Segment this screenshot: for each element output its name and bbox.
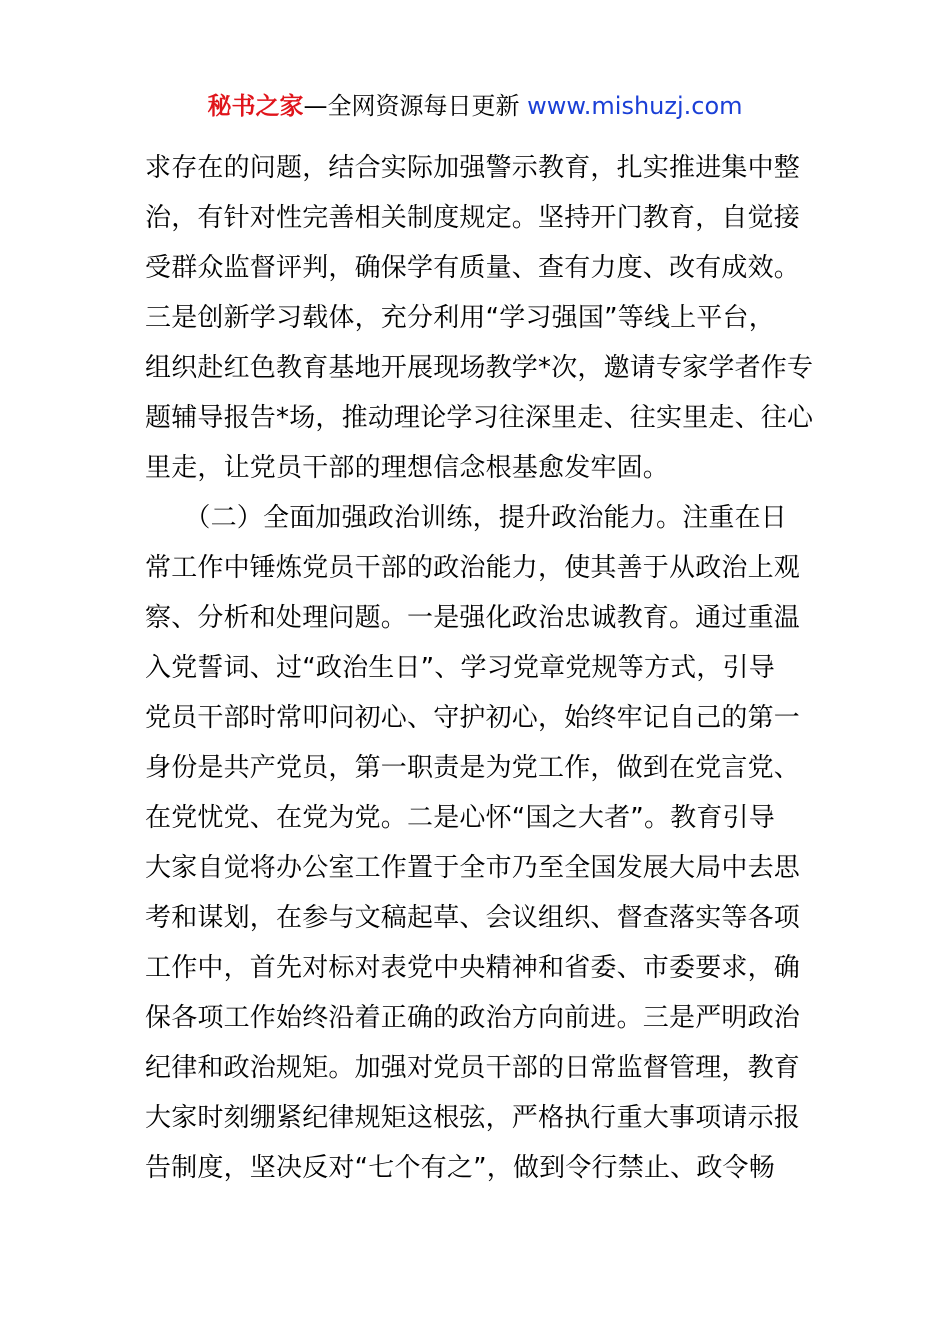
text-line: 身份是共产党员，第一职责是为党工作，做到在党言党、 — [145, 753, 801, 783]
website-link[interactable]: www.mishuzj.com — [527, 92, 743, 120]
page-header — [0, 88, 950, 124]
text-line: 三是创新学习载体，充分利用“学习强国”等线上平台， — [145, 303, 775, 333]
text-line: 保各项工作始终沿着正确的政治方向前进。三是严明政治 — [145, 1003, 801, 1033]
text-line: 在党忧党、在党为党。二是心怀“国之大者”。教育引导 — [145, 803, 775, 833]
text-line: 求存在的问题，结合实际加强警示教育，扎实推进集中整 — [145, 153, 801, 183]
document-body — [145, 143, 815, 1193]
header-tagline: —全网资源每日更新 — [303, 92, 528, 120]
text-line: 考和谋划，在参与文稿起草、会议组织、督查落实等各项 — [145, 903, 801, 933]
text-line: 常工作中锤炼党员干部的政治能力，使其善于从政治上观 — [145, 553, 801, 583]
text-line: 党员干部时常叩问初心、守护初心，始终牢记自己的第一 — [145, 703, 801, 733]
text-line: 题辅导报告*场，推动理论学习往深里走、往实里走、往心 — [145, 403, 814, 433]
text-line: 告制度，坚决反对“七个有之”，做到令行禁止、政令畅 — [145, 1153, 775, 1183]
section-heading-line: （二）全面加强政治训练，提升政治能力。注重在日 — [145, 503, 788, 533]
text-line: 入党誓词、过“政治生日”、学习党章党规等方式，引导 — [145, 653, 775, 683]
text-line: 治，有针对性完善相关制度规定。坚持开门教育，自觉接 — [145, 203, 801, 233]
brand-name: 秘书之家 — [207, 92, 304, 120]
text-line: 工作中，首先对标对表党中央精神和省委、市委要求，确 — [145, 953, 801, 983]
text-line: 纪律和政治规矩。加强对党员干部的日常监督管理，教育 — [145, 1053, 801, 1083]
text-line: 里走，让党员干部的理想信念根基愈发牢固。 — [145, 453, 670, 483]
text-line: 察、分析和处理问题。一是强化政治忠诚教育。通过重温 — [145, 603, 801, 633]
text-line: 大家自觉将办公室工作置于全市乃至全国发展大局中去思 — [145, 853, 801, 883]
text-line: 受群众监督评判，确保学有质量、查有力度、改有成效。 — [145, 253, 801, 283]
text-line: 组织赴红色教育基地开展现场教学*次，邀请专家学者作专 — [145, 353, 814, 383]
text-line: 大家时刻绷紧纪律规矩这根弦，严格执行重大事项请示报 — [145, 1103, 801, 1133]
